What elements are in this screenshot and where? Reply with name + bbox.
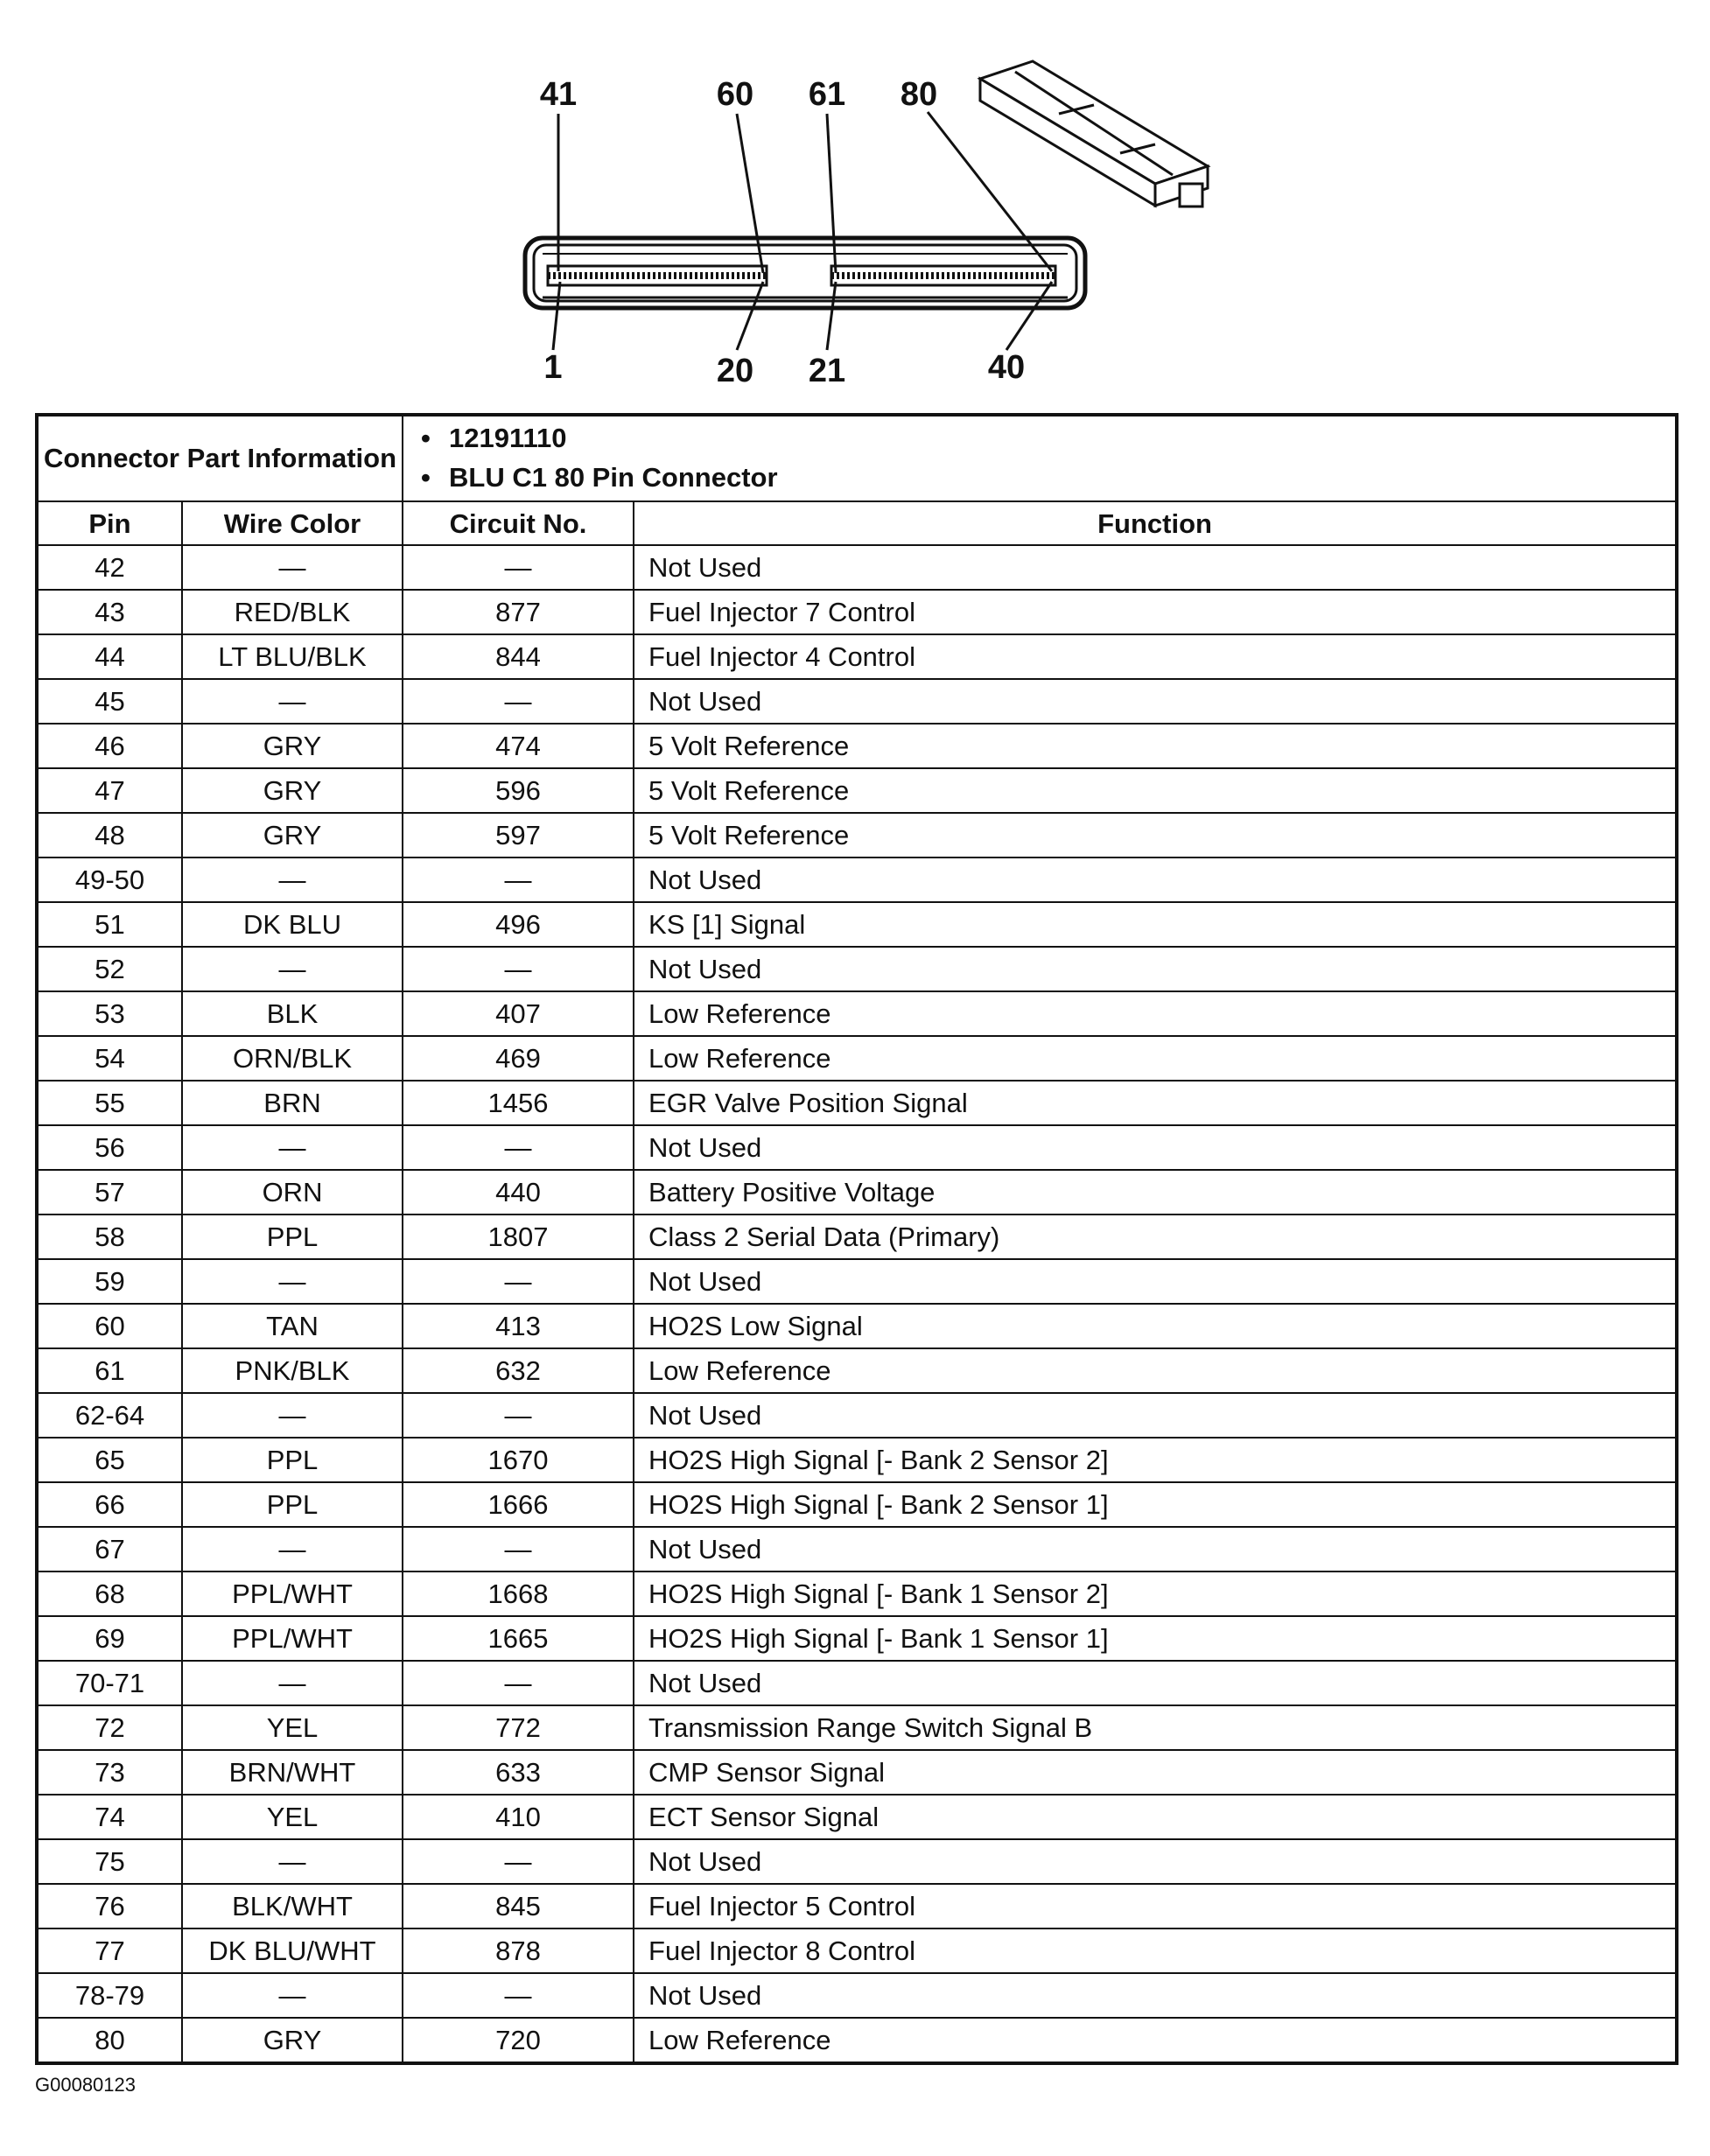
table-row	[37, 1616, 1677, 1661]
wire-color-cell: PPL	[182, 1214, 403, 1259]
function-cell: HO2S High Signal [- Bank 2 Sensor 2]	[634, 1438, 1677, 1482]
table-row	[37, 2018, 1677, 2063]
table-row	[37, 768, 1677, 813]
pin-cell: 74	[37, 1795, 182, 1839]
wire-color-cell: —	[182, 1393, 403, 1438]
circuit-cell: 407	[403, 991, 634, 1036]
function-cell: HO2S High Signal [- Bank 1 Sensor 1]	[634, 1616, 1677, 1661]
function-cell: Not Used	[634, 1259, 1677, 1304]
circuit-cell: —	[403, 1527, 634, 1572]
pin-cell: 46	[37, 724, 182, 768]
pin-label-40: 40	[987, 349, 1026, 386]
circuit-cell: 597	[403, 813, 634, 858]
pin-cell: 49-50	[37, 858, 182, 902]
function-cell: Fuel Injector 5 Control	[634, 1884, 1677, 1928]
wire-color-cell: —	[182, 947, 403, 991]
pin-cell: 45	[37, 679, 182, 724]
wire-color-cell: LT BLU/BLK	[182, 634, 403, 679]
circuit-cell: —	[403, 947, 634, 991]
pin-cell: 67	[37, 1527, 182, 1572]
wire-color-cell: DK BLU/WHT	[182, 1928, 403, 1973]
pin-cell: 65	[37, 1438, 182, 1482]
function-cell: Low Reference	[634, 1348, 1677, 1393]
wire-color-cell: PPL/WHT	[182, 1572, 403, 1616]
wire-color-cell: YEL	[182, 1705, 403, 1750]
table-row	[37, 1125, 1677, 1170]
function-cell: Low Reference	[634, 2018, 1677, 2063]
table-row	[37, 902, 1677, 947]
figure-code: G00080123	[35, 2074, 136, 2096]
function-cell: Not Used	[634, 545, 1677, 590]
pin-cell: 76	[37, 1884, 182, 1928]
table-row	[37, 1839, 1677, 1884]
circuit-cell: 496	[403, 902, 634, 947]
pin-cell: 75	[37, 1839, 182, 1884]
wire-color-cell: PNK/BLK	[182, 1348, 403, 1393]
connector-3d-icon	[980, 61, 1208, 206]
part-info-row	[37, 415, 1677, 501]
pin-cell: 68	[37, 1572, 182, 1616]
table-row	[37, 1973, 1677, 2018]
function-cell: 5 Volt Reference	[634, 724, 1677, 768]
table-row	[37, 1750, 1677, 1795]
function-cell: Not Used	[634, 679, 1677, 724]
circuit-cell: 596	[403, 768, 634, 813]
pin-label-80: 80	[900, 76, 938, 113]
circuit-cell: 440	[403, 1170, 634, 1214]
wire-color-cell: GRY	[182, 768, 403, 813]
circuit-cell: —	[403, 858, 634, 902]
table-row	[37, 1438, 1677, 1482]
function-cell: Not Used	[634, 1125, 1677, 1170]
table-row	[37, 724, 1677, 768]
circuit-cell: 1666	[403, 1482, 634, 1527]
wire-color-cell: —	[182, 1527, 403, 1572]
header-pin: Pin	[37, 501, 182, 545]
circuit-cell: 878	[403, 1928, 634, 1973]
pin-cell: 42	[37, 545, 182, 590]
circuit-cell: —	[403, 679, 634, 724]
table-row	[37, 991, 1677, 1036]
table-row	[37, 1928, 1677, 1973]
wire-color-cell: —	[182, 679, 403, 724]
pin-cell: 48	[37, 813, 182, 858]
table-row	[37, 1170, 1677, 1214]
table-row	[37, 1036, 1677, 1081]
table-row	[37, 634, 1677, 679]
wire-color-cell: DK BLU	[182, 902, 403, 947]
circuit-cell: —	[403, 1661, 634, 1705]
circuit-cell: 1665	[403, 1616, 634, 1661]
circuit-cell: —	[403, 1973, 634, 2018]
wire-color-cell: GRY	[182, 2018, 403, 2063]
pin-label-1: 1	[543, 349, 563, 386]
connector-body	[525, 238, 1085, 308]
table-row	[37, 1348, 1677, 1393]
table-row	[37, 1527, 1677, 1572]
pin-cell: 55	[37, 1081, 182, 1125]
function-cell: Not Used	[634, 1839, 1677, 1884]
pin-cell: 54	[37, 1036, 182, 1081]
pin-cell: 60	[37, 1304, 182, 1348]
function-cell: Fuel Injector 4 Control	[634, 634, 1677, 679]
pin-cell: 73	[37, 1750, 182, 1795]
circuit-cell: 720	[403, 2018, 634, 2063]
pin-label-20: 20	[716, 353, 754, 389]
wire-color-cell: PPL/WHT	[182, 1616, 403, 1661]
column-header-row	[37, 501, 1677, 545]
table-row	[37, 1304, 1677, 1348]
function-cell: HO2S High Signal [- Bank 2 Sensor 1]	[634, 1482, 1677, 1527]
table-row	[37, 1214, 1677, 1259]
part-description: • BLU C1 80 Pin Connector	[449, 458, 1675, 498]
wire-color-cell: ORN/BLK	[182, 1036, 403, 1081]
wire-color-cell: —	[182, 1839, 403, 1884]
function-cell: Not Used	[634, 1661, 1677, 1705]
connector-pin-table	[35, 413, 1678, 2065]
circuit-cell: 1668	[403, 1572, 634, 1616]
circuit-cell: 413	[403, 1304, 634, 1348]
circuit-cell: 633	[403, 1750, 634, 1795]
wire-color-cell: —	[182, 858, 403, 902]
table-row	[37, 947, 1677, 991]
header-wire-color: Wire Color	[182, 501, 403, 545]
circuit-cell: 1670	[403, 1438, 634, 1482]
wire-color-cell: GRY	[182, 813, 403, 858]
function-cell: Not Used	[634, 1527, 1677, 1572]
wire-color-cell: YEL	[182, 1795, 403, 1839]
circuit-cell: 632	[403, 1348, 634, 1393]
wire-color-cell: RED/BLK	[182, 590, 403, 634]
header-function: Function	[634, 501, 1677, 545]
pin-cell: 70-71	[37, 1661, 182, 1705]
circuit-cell: 1456	[403, 1081, 634, 1125]
pin-cell: 51	[37, 902, 182, 947]
wire-color-cell: GRY	[182, 724, 403, 768]
wire-color-cell: BLK/WHT	[182, 1884, 403, 1928]
wire-color-cell: BLK	[182, 991, 403, 1036]
wire-color-cell: BRN	[182, 1081, 403, 1125]
wire-color-cell: —	[182, 1973, 403, 2018]
pin-cell: 61	[37, 1348, 182, 1393]
pin-cell: 72	[37, 1705, 182, 1750]
connector-diagram	[490, 52, 1225, 402]
circuit-cell: —	[403, 1125, 634, 1170]
function-cell: CMP Sensor Signal	[634, 1750, 1677, 1795]
table-row	[37, 1572, 1677, 1616]
table-row	[37, 1393, 1677, 1438]
pin-cell: 57	[37, 1170, 182, 1214]
pin-label-60: 60	[716, 76, 754, 113]
table-row	[37, 1259, 1677, 1304]
function-cell: Not Used	[634, 858, 1677, 902]
circuit-cell: 844	[403, 634, 634, 679]
wire-color-cell: —	[182, 1125, 403, 1170]
function-cell: Not Used	[634, 1393, 1677, 1438]
table-row	[37, 813, 1677, 858]
function-cell: Low Reference	[634, 1036, 1677, 1081]
pin-label-41: 41	[539, 76, 578, 113]
circuit-cell: 845	[403, 1884, 634, 1928]
pin-cell: 52	[37, 947, 182, 991]
pin-cell: 44	[37, 634, 182, 679]
pin-cell: 62-64	[37, 1393, 182, 1438]
function-cell: HO2S High Signal [- Bank 1 Sensor 2]	[634, 1572, 1677, 1616]
circuit-cell: 410	[403, 1795, 634, 1839]
table-row	[37, 1884, 1677, 1928]
circuit-cell: —	[403, 545, 634, 590]
function-cell: 5 Volt Reference	[634, 813, 1677, 858]
header-circuit: Circuit No.	[403, 501, 634, 545]
table-row	[37, 679, 1677, 724]
circuit-cell: 1807	[403, 1214, 634, 1259]
pin-cell: 78-79	[37, 1973, 182, 2018]
pin-cell: 47	[37, 768, 182, 813]
table-row	[37, 1661, 1677, 1705]
circuit-cell: 469	[403, 1036, 634, 1081]
function-cell: KS [1] Signal	[634, 902, 1677, 947]
circuit-cell: —	[403, 1393, 634, 1438]
table-row	[37, 545, 1677, 590]
function-cell: Transmission Range Switch Signal B	[634, 1705, 1677, 1750]
table-row	[37, 858, 1677, 902]
connector-drawing	[490, 52, 1225, 402]
pin-cell: 43	[37, 590, 182, 634]
pin-cell: 77	[37, 1928, 182, 1973]
pin-label-21: 21	[808, 353, 846, 389]
function-cell: Battery Positive Voltage	[634, 1170, 1677, 1214]
table-row	[37, 1482, 1677, 1527]
pin-cell: 53	[37, 991, 182, 1036]
wire-color-cell: —	[182, 1259, 403, 1304]
function-cell: Not Used	[634, 1973, 1677, 2018]
function-cell: Not Used	[634, 947, 1677, 991]
pin-cell: 66	[37, 1482, 182, 1527]
function-cell: EGR Valve Position Signal	[634, 1081, 1677, 1125]
wire-color-cell: PPL	[182, 1482, 403, 1527]
function-cell: Fuel Injector 7 Control	[634, 590, 1677, 634]
wire-color-cell: PPL	[182, 1438, 403, 1482]
leader-lines	[553, 112, 1052, 350]
function-cell: Fuel Injector 8 Control	[634, 1928, 1677, 1973]
pin-label-61: 61	[808, 76, 846, 113]
function-cell: HO2S Low Signal	[634, 1304, 1677, 1348]
wire-color-cell: —	[182, 545, 403, 590]
circuit-cell: —	[403, 1259, 634, 1304]
connector-part-label: Connector Part Information	[37, 415, 403, 501]
pin-cell: 80	[37, 2018, 182, 2063]
function-cell: Class 2 Serial Data (Primary)	[634, 1214, 1677, 1259]
table-body	[37, 545, 1677, 2063]
pin-cell: 56	[37, 1125, 182, 1170]
wire-color-cell: TAN	[182, 1304, 403, 1348]
pin-cell: 59	[37, 1259, 182, 1304]
table-row	[37, 1081, 1677, 1125]
table-row	[37, 1705, 1677, 1750]
wire-color-cell: BRN/WHT	[182, 1750, 403, 1795]
table-row	[37, 590, 1677, 634]
function-cell: ECT Sensor Signal	[634, 1795, 1677, 1839]
pin-cell: 58	[37, 1214, 182, 1259]
table-row	[37, 1795, 1677, 1839]
circuit-cell: —	[403, 1839, 634, 1884]
wire-color-cell: —	[182, 1661, 403, 1705]
circuit-cell: 877	[403, 590, 634, 634]
wire-color-cell: ORN	[182, 1170, 403, 1214]
function-cell: 5 Volt Reference	[634, 768, 1677, 813]
connector-part-info	[403, 415, 1677, 501]
circuit-cell: 474	[403, 724, 634, 768]
pin-cell: 69	[37, 1616, 182, 1661]
part-number: • 12191110	[449, 419, 1675, 458]
function-cell: Low Reference	[634, 991, 1677, 1036]
circuit-cell: 772	[403, 1705, 634, 1750]
